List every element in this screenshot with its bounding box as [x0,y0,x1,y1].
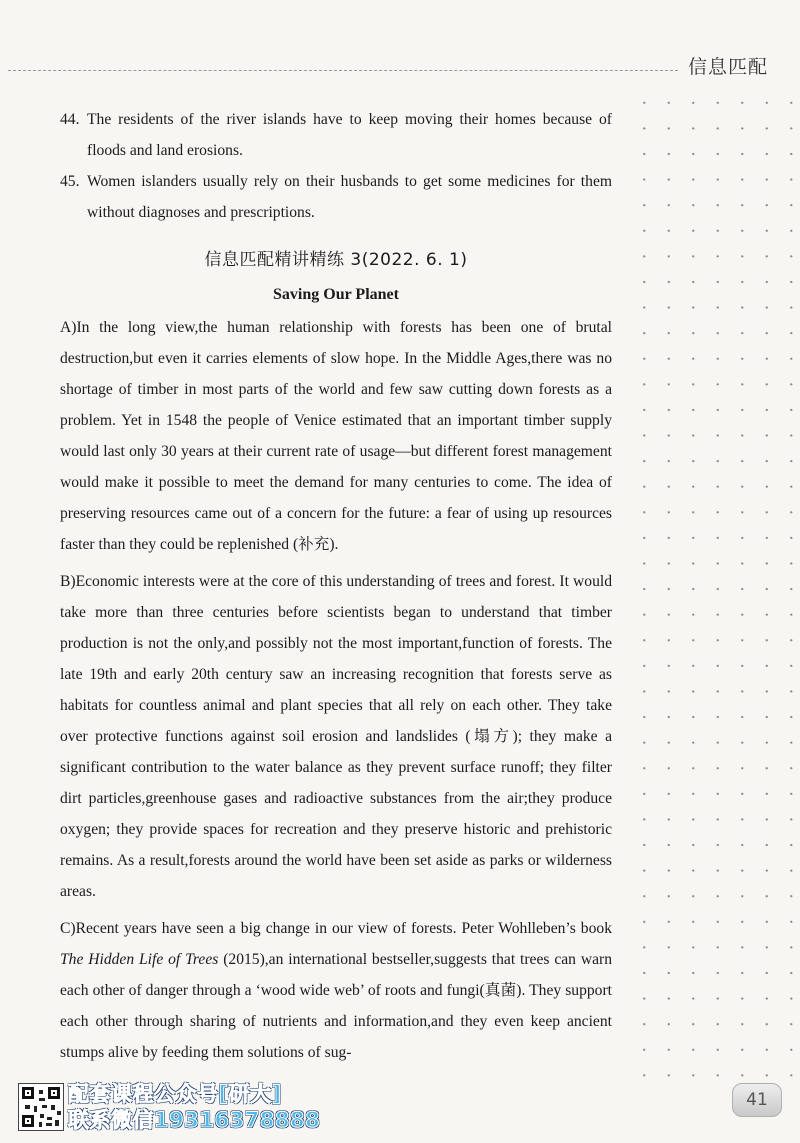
paragraph-b: B)Economic interests were at the core of this understanding of trees and forest. It would take more than three centuries before scientists began to understand that timber production is not the only,and possibly not the most important,function of forests. The late 19th and early 20th century saw an increasing recognition that forests serve as habitats for countless animal and plant species that all rely on each other. They take over protective functions against soil erosion and landslides (塌方); they make a significant contribution to the water balance as they prevent surface runoff; they filter dirt particles,greenhouse gases and radioactive substances from the air;they produce oxygen; they provide spaces for recreation and they preserve historic and prehistoric remains. As a result,forests around the world have been set aside as parks or wilderness areas. [60,573,612,900]
promo-line-2: 联系微信19316378888 [68,1108,321,1132]
promo-text [68,1081,320,1133]
paragraph-c [60,913,612,1068]
main-content [60,104,612,1074]
paragraph-a: A)In the long view,the human relationship with forests has been one of brutal destruction,but even it carries elements of slow hope. In the Middle Ages,there was no shortage of timber in most parts of the world and few saw cutting down forests as a problem. Yet in 1548 the people of Venice estimated that an important timber supply would last only 30 years at their current rate of usage—but different forest management would make it possible to meet the demand for many centuries to come. The idea of preserving resources came out of a concern for the future: a fear of using up resources faster than they could be replenished (补充). [60,319,612,553]
section-title: 信息匹配精讲精练 3(2022. 6. 1) [204,250,468,270]
book-title: The Hidden Life of Trees [60,951,219,968]
question-text: The residents of the river islands have to keep moving their homes because of floods and land erosions. [87,111,612,159]
question-text: Women islanders usually rely on their husbands to get some medicines for them without diagnoses and prescriptions. [87,173,612,221]
question-45 [60,166,612,228]
qr-code [18,1083,64,1131]
notes-dot-grid [628,84,800,1084]
article-title: Saving Our Planet [273,286,399,303]
header-title: 信息匹配 [688,56,769,78]
question-44 [60,104,612,166]
paragraph-c-rest: (2015),an international bestseller,suggests that trees can warn each other of danger through a ‘wood wide web’ of roots and fungi(真菌). They support each other through sharing of nutrients and information,and they even keep ancient stumps alive by feeding them solutions of sug- [60,951,612,1061]
question-number: 44. [60,111,80,128]
header-rule [8,70,678,71]
page-number: 41 [732,1083,782,1117]
promo-line-1: 配套课程公众号[研大] [68,1082,282,1106]
paragraph-c-intro: C)Recent years have seen a big change in our view of forests. Peter Wohlleben’s book [60,920,612,937]
question-number: 45. [60,173,80,190]
